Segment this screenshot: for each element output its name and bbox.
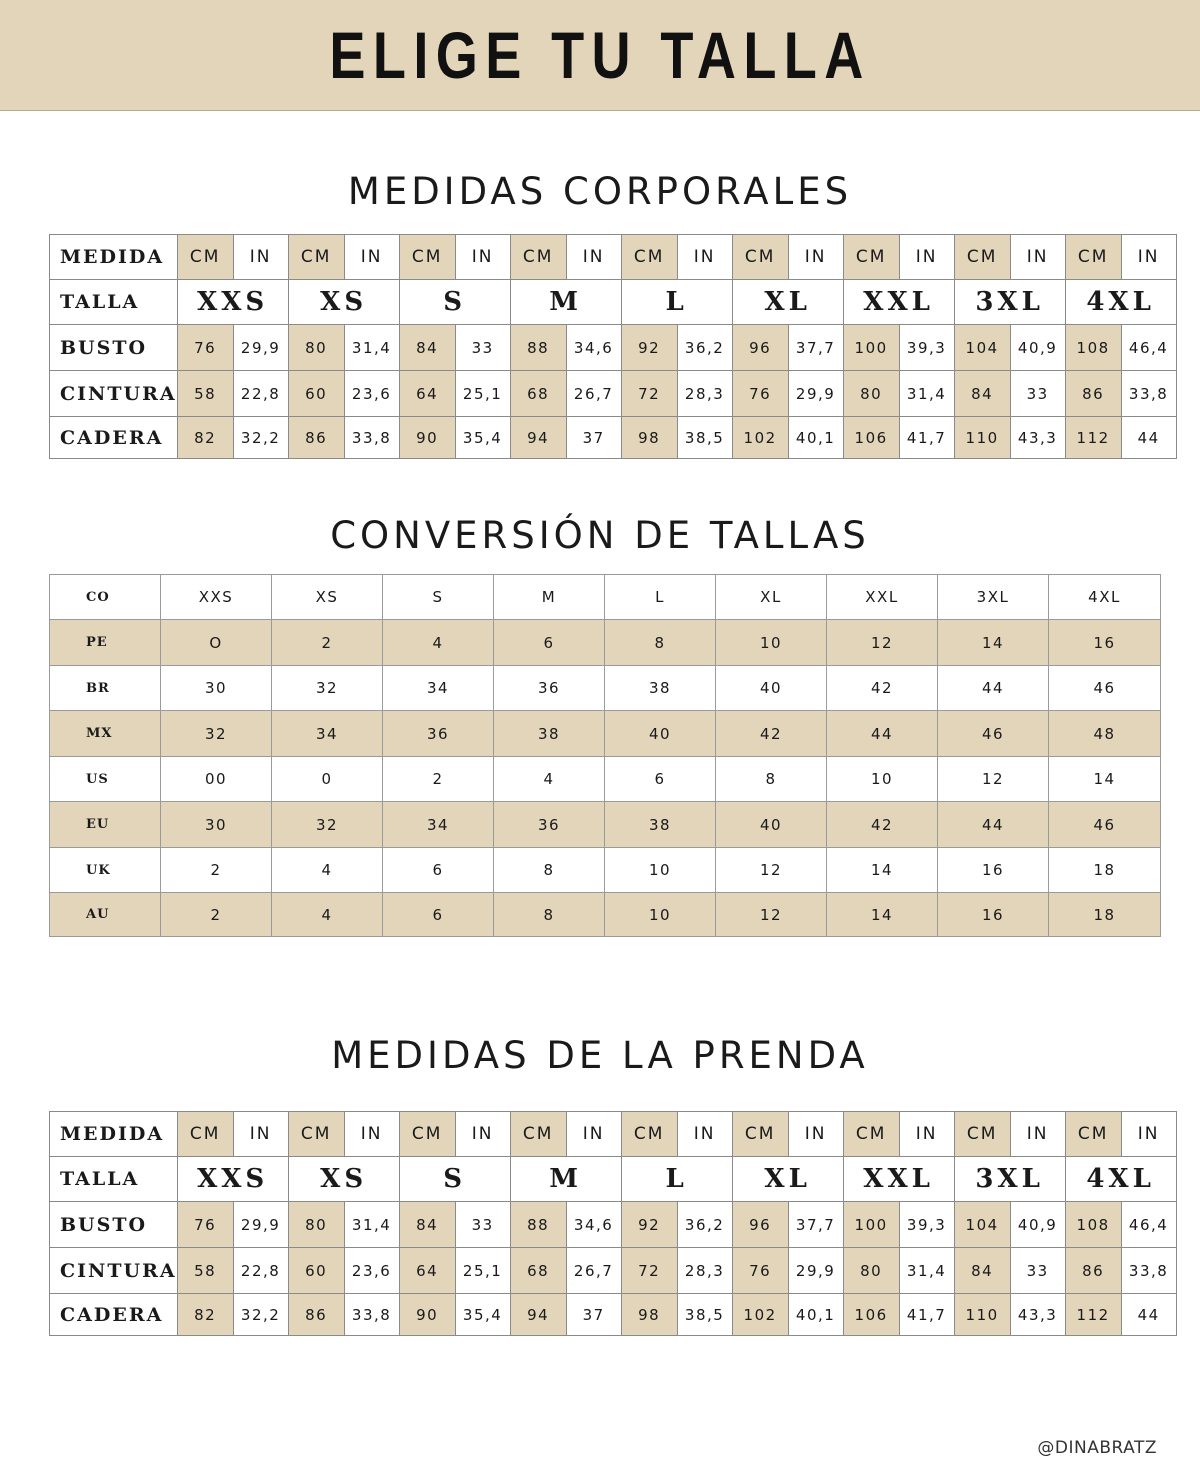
size-cell: L [605, 575, 716, 620]
row-label: MEDIDA [50, 1112, 178, 1157]
value-cell: 36 [494, 666, 605, 711]
unit-cm-cell: CM [399, 1112, 455, 1157]
header-banner [0, 0, 1200, 111]
unit-cm-cell: CM [177, 1112, 233, 1157]
size-cell: XXL [843, 280, 954, 325]
value-cell: 104 [954, 325, 1010, 371]
value-cell: 38,5 [677, 1294, 732, 1336]
value-cell: 76 [177, 325, 233, 371]
unit-cm-cell: CM [288, 1112, 344, 1157]
value-cell: 0 [272, 757, 383, 802]
measure-row [50, 1202, 1177, 1248]
value-cell: 94 [510, 417, 566, 459]
value-cell: 92 [621, 1202, 677, 1248]
units-row [50, 235, 1177, 280]
row-label: CADERA [50, 417, 178, 459]
size-cell: XXS [161, 575, 272, 620]
value-cell: 48 [1049, 711, 1161, 757]
country-code-cell: US [50, 757, 161, 802]
value-cell: 26,7 [566, 1248, 621, 1294]
value-cell: 76 [732, 1248, 788, 1294]
country-code-cell: EU [50, 802, 161, 848]
value-cell: 41,7 [899, 417, 954, 459]
unit-in-cell: IN [788, 235, 843, 280]
value-cell: 76 [732, 371, 788, 417]
value-cell: 8 [494, 848, 605, 893]
value-cell: 58 [177, 371, 233, 417]
value-cell: 40 [716, 666, 827, 711]
value-cell: 37 [566, 417, 621, 459]
value-cell: 80 [843, 1248, 899, 1294]
value-cell: 84 [399, 325, 455, 371]
unit-in-cell: IN [566, 1112, 621, 1157]
unit-cm-cell: CM [954, 1112, 1010, 1157]
measure-row [50, 371, 1177, 417]
value-cell: 86 [288, 417, 344, 459]
value-cell: 106 [843, 417, 899, 459]
unit-in-cell: IN [233, 1112, 288, 1157]
value-cell: 36,2 [677, 1202, 732, 1248]
unit-in-cell: IN [455, 235, 510, 280]
value-cell: 46,4 [1121, 325, 1176, 371]
size-cell: XS [288, 280, 399, 325]
value-cell: 10 [827, 757, 938, 802]
unit-cm-cell: CM [732, 235, 788, 280]
unit-cm-cell: CM [732, 1112, 788, 1157]
value-cell: 36 [494, 802, 605, 848]
size-cell: XXS [177, 1157, 288, 1202]
size-cell: 3XL [938, 575, 1049, 620]
value-cell: 112 [1065, 1294, 1121, 1336]
value-cell: 38,5 [677, 417, 732, 459]
size-cell: 4XL [1049, 575, 1161, 620]
value-cell: 88 [510, 325, 566, 371]
value-cell: 110 [954, 417, 1010, 459]
size-cell: XXS [177, 280, 288, 325]
size-cell: XS [288, 1157, 399, 1202]
value-cell: 34 [383, 666, 494, 711]
unit-in-cell: IN [1010, 235, 1065, 280]
value-cell: 33,8 [1121, 1248, 1176, 1294]
value-cell: 25,1 [455, 371, 510, 417]
value-cell: 80 [288, 325, 344, 371]
value-cell: 22,8 [233, 1248, 288, 1294]
size-cell: 3XL [954, 1157, 1065, 1202]
unit-cm-cell: CM [843, 1112, 899, 1157]
row-label: TALLA [50, 1157, 178, 1202]
unit-in-cell: IN [1121, 235, 1176, 280]
unit-in-cell: IN [455, 1112, 510, 1157]
value-cell: 46 [1049, 802, 1161, 848]
value-cell: 16 [1049, 620, 1161, 666]
value-cell: 72 [621, 1248, 677, 1294]
value-cell: 106 [843, 1294, 899, 1336]
value-cell: 100 [843, 325, 899, 371]
unit-cm-cell: CM [399, 235, 455, 280]
body-measurements-title: MEDIDAS CORPORALES [347, 170, 853, 213]
value-cell: 38 [494, 711, 605, 757]
value-cell: 32,2 [233, 417, 288, 459]
value-cell: 16 [938, 893, 1049, 937]
value-cell: 32 [272, 802, 383, 848]
sizes-row [50, 1157, 1177, 1202]
unit-in-cell: IN [788, 1112, 843, 1157]
value-cell: 29,9 [788, 1248, 843, 1294]
value-cell: 22,8 [233, 371, 288, 417]
unit-in-cell: IN [233, 235, 288, 280]
value-cell: 102 [732, 417, 788, 459]
row-label: MEDIDA [50, 235, 178, 280]
value-cell: 18 [1049, 848, 1161, 893]
value-cell: 34 [272, 711, 383, 757]
unit-cm-cell: CM [621, 1112, 677, 1157]
value-cell: 43,3 [1010, 1294, 1065, 1336]
value-cell: 00 [161, 757, 272, 802]
value-cell: 4 [272, 848, 383, 893]
unit-in-cell: IN [1121, 1112, 1176, 1157]
value-cell: 44 [827, 711, 938, 757]
measure-row [50, 1248, 1177, 1294]
value-cell: 64 [399, 371, 455, 417]
size-cell: L [621, 280, 732, 325]
value-cell: 46,4 [1121, 1202, 1176, 1248]
value-cell: 102 [732, 1294, 788, 1336]
value-cell: 6 [383, 893, 494, 937]
value-cell: 10 [716, 620, 827, 666]
size-cell: M [510, 280, 621, 325]
conversion-row [50, 666, 1161, 711]
value-cell: 40,1 [788, 1294, 843, 1336]
value-cell: 12 [716, 848, 827, 893]
value-cell: 44 [938, 666, 1049, 711]
value-cell: 86 [288, 1294, 344, 1336]
row-label: TALLA [50, 280, 178, 325]
garment-measurements-table [49, 1111, 1177, 1336]
credit-handle: @DINABRATZ [1037, 1438, 1157, 1458]
unit-cm-cell: CM [1065, 235, 1121, 280]
value-cell: 60 [288, 371, 344, 417]
value-cell: 14 [827, 893, 938, 937]
value-cell: 82 [177, 417, 233, 459]
value-cell: 23,6 [344, 371, 399, 417]
conversion-row [50, 802, 1161, 848]
value-cell: 39,3 [899, 325, 954, 371]
value-cell: 28,3 [677, 1248, 732, 1294]
value-cell: 18 [1049, 893, 1161, 937]
value-cell: 86 [1065, 1248, 1121, 1294]
value-cell: 37,7 [788, 1202, 843, 1248]
unit-in-cell: IN [1010, 1112, 1065, 1157]
conversion-row [50, 757, 1161, 802]
size-conversion-table [49, 574, 1161, 937]
conversion-row [50, 848, 1161, 893]
value-cell: 108 [1065, 1202, 1121, 1248]
value-cell: O [161, 620, 272, 666]
value-cell: 29,9 [233, 325, 288, 371]
value-cell: 29,9 [788, 371, 843, 417]
value-cell: 36,2 [677, 325, 732, 371]
value-cell: 32 [161, 711, 272, 757]
size-cell: XXL [827, 575, 938, 620]
unit-cm-cell: CM [954, 235, 1010, 280]
value-cell: 46 [938, 711, 1049, 757]
conversion-row [50, 620, 1161, 666]
unit-in-cell: IN [344, 1112, 399, 1157]
unit-in-cell: IN [899, 1112, 954, 1157]
value-cell: 108 [1065, 325, 1121, 371]
value-cell: 12 [938, 757, 1049, 802]
country-code-cell: UK [50, 848, 161, 893]
value-cell: 10 [605, 848, 716, 893]
value-cell: 2 [272, 620, 383, 666]
value-cell: 72 [621, 371, 677, 417]
value-cell: 28,3 [677, 371, 732, 417]
value-cell: 40,9 [1010, 325, 1065, 371]
conversion-row [50, 711, 1161, 757]
unit-cm-cell: CM [843, 235, 899, 280]
size-cell: XL [732, 280, 843, 325]
value-cell: 8 [605, 620, 716, 666]
value-cell: 34,6 [566, 1202, 621, 1248]
value-cell: 14 [1049, 757, 1161, 802]
value-cell: 112 [1065, 417, 1121, 459]
value-cell: 42 [827, 666, 938, 711]
size-cell: S [399, 1157, 510, 1202]
value-cell: 6 [494, 620, 605, 666]
value-cell: 90 [399, 1294, 455, 1336]
value-cell: 40,9 [1010, 1202, 1065, 1248]
row-label: CINTURA [50, 1248, 178, 1294]
country-code-cell: AU [50, 893, 161, 937]
unit-cm-cell: CM [510, 235, 566, 280]
value-cell: 40 [605, 711, 716, 757]
value-cell: 40,1 [788, 417, 843, 459]
value-cell: 88 [510, 1202, 566, 1248]
value-cell: 42 [827, 802, 938, 848]
unit-in-cell: IN [344, 235, 399, 280]
value-cell: 84 [954, 1248, 1010, 1294]
value-cell: 33 [1010, 1248, 1065, 1294]
country-code-cell: PE [50, 620, 161, 666]
value-cell: 90 [399, 417, 455, 459]
size-cell: M [510, 1157, 621, 1202]
value-cell: 44 [1121, 1294, 1176, 1336]
value-cell: 37 [566, 1294, 621, 1336]
value-cell: 31,4 [899, 1248, 954, 1294]
value-cell: 4 [494, 757, 605, 802]
value-cell: 30 [161, 802, 272, 848]
value-cell: 34 [383, 802, 494, 848]
size-conversion-title: CONVERSIÓN DE TALLAS [330, 514, 870, 557]
unit-cm-cell: CM [1065, 1112, 1121, 1157]
value-cell: 33 [455, 325, 510, 371]
size-cell: XL [732, 1157, 843, 1202]
value-cell: 4 [383, 620, 494, 666]
value-cell: 80 [288, 1202, 344, 1248]
value-cell: 100 [843, 1202, 899, 1248]
value-cell: 37,7 [788, 325, 843, 371]
value-cell: 12 [716, 893, 827, 937]
row-label: CINTURA [50, 371, 178, 417]
body-measurements-table [49, 234, 1177, 459]
size-cell: 4XL [1065, 280, 1176, 325]
value-cell: 14 [827, 848, 938, 893]
value-cell: 38 [605, 666, 716, 711]
value-cell: 46 [1049, 666, 1161, 711]
value-cell: 31,4 [344, 325, 399, 371]
measure-row [50, 325, 1177, 371]
value-cell: 44 [1121, 417, 1176, 459]
size-cell: L [621, 1157, 732, 1202]
unit-cm-cell: CM [510, 1112, 566, 1157]
size-cell: S [399, 280, 510, 325]
value-cell: 96 [732, 1202, 788, 1248]
value-cell: 34,6 [566, 325, 621, 371]
size-cell: XL [716, 575, 827, 620]
value-cell: 92 [621, 325, 677, 371]
value-cell: 42 [716, 711, 827, 757]
unit-cm-cell: CM [621, 235, 677, 280]
value-cell: 10 [605, 893, 716, 937]
value-cell: 31,4 [899, 371, 954, 417]
value-cell: 36 [383, 711, 494, 757]
value-cell: 8 [494, 893, 605, 937]
sizes-row [50, 280, 1177, 325]
unit-cm-cell: CM [288, 235, 344, 280]
value-cell: 64 [399, 1248, 455, 1294]
value-cell: 58 [177, 1248, 233, 1294]
value-cell: 33,8 [1121, 371, 1176, 417]
value-cell: 104 [954, 1202, 1010, 1248]
value-cell: 32 [272, 666, 383, 711]
country-code-cell: BR [50, 666, 161, 711]
row-label: BUSTO [50, 325, 178, 371]
unit-in-cell: IN [677, 235, 732, 280]
garment-measurements-title: MEDIDAS DE LA PRENDA [331, 1034, 869, 1077]
value-cell: 33,8 [344, 1294, 399, 1336]
value-cell: 40 [716, 802, 827, 848]
unit-in-cell: IN [899, 235, 954, 280]
value-cell: 110 [954, 1294, 1010, 1336]
value-cell: 68 [510, 371, 566, 417]
value-cell: 25,1 [455, 1248, 510, 1294]
value-cell: 76 [177, 1202, 233, 1248]
value-cell: 68 [510, 1248, 566, 1294]
value-cell: 86 [1065, 371, 1121, 417]
value-cell: 30 [161, 666, 272, 711]
value-cell: 39,3 [899, 1202, 954, 1248]
value-cell: 12 [827, 620, 938, 666]
unit-in-cell: IN [566, 235, 621, 280]
size-cell: 3XL [954, 280, 1065, 325]
value-cell: 2 [383, 757, 494, 802]
value-cell: 82 [177, 1294, 233, 1336]
value-cell: 80 [843, 371, 899, 417]
value-cell: 33 [1010, 371, 1065, 417]
unit-cm-cell: CM [177, 235, 233, 280]
value-cell: 38 [605, 802, 716, 848]
unit-in-cell: IN [677, 1112, 732, 1157]
page-title: ELIGE TU TALLA [329, 18, 871, 92]
value-cell: 4 [272, 893, 383, 937]
size-cell: XS [272, 575, 383, 620]
value-cell: 98 [621, 1294, 677, 1336]
value-cell: 43,3 [1010, 417, 1065, 459]
value-cell: 35,4 [455, 417, 510, 459]
value-cell: 33 [455, 1202, 510, 1248]
value-cell: 41,7 [899, 1294, 954, 1336]
measure-row [50, 1294, 1177, 1336]
value-cell: 84 [399, 1202, 455, 1248]
value-cell: 33,8 [344, 417, 399, 459]
size-cell: XXL [843, 1157, 954, 1202]
value-cell: 32,2 [233, 1294, 288, 1336]
value-cell: 8 [716, 757, 827, 802]
measure-row [50, 417, 1177, 459]
value-cell: 35,4 [455, 1294, 510, 1336]
value-cell: 96 [732, 325, 788, 371]
value-cell: 84 [954, 371, 1010, 417]
value-cell: 29,9 [233, 1202, 288, 1248]
value-cell: 44 [938, 802, 1049, 848]
value-cell: 23,6 [344, 1248, 399, 1294]
row-label: CADERA [50, 1294, 178, 1336]
value-cell: 6 [383, 848, 494, 893]
row-label: BUSTO [50, 1202, 178, 1248]
size-cell: 4XL [1065, 1157, 1176, 1202]
value-cell: 2 [161, 848, 272, 893]
value-cell: 60 [288, 1248, 344, 1294]
units-row [50, 1112, 1177, 1157]
conversion-row [50, 893, 1161, 937]
value-cell: 31,4 [344, 1202, 399, 1248]
size-cell: S [383, 575, 494, 620]
conversion-header-row [50, 575, 1161, 620]
value-cell: 2 [161, 893, 272, 937]
value-cell: 14 [938, 620, 1049, 666]
value-cell: 94 [510, 1294, 566, 1336]
value-cell: 98 [621, 417, 677, 459]
country-code-cell: CO [50, 575, 161, 620]
size-cell: M [494, 575, 605, 620]
value-cell: 26,7 [566, 371, 621, 417]
value-cell: 16 [938, 848, 1049, 893]
country-code-cell: MX [50, 711, 161, 757]
value-cell: 6 [605, 757, 716, 802]
